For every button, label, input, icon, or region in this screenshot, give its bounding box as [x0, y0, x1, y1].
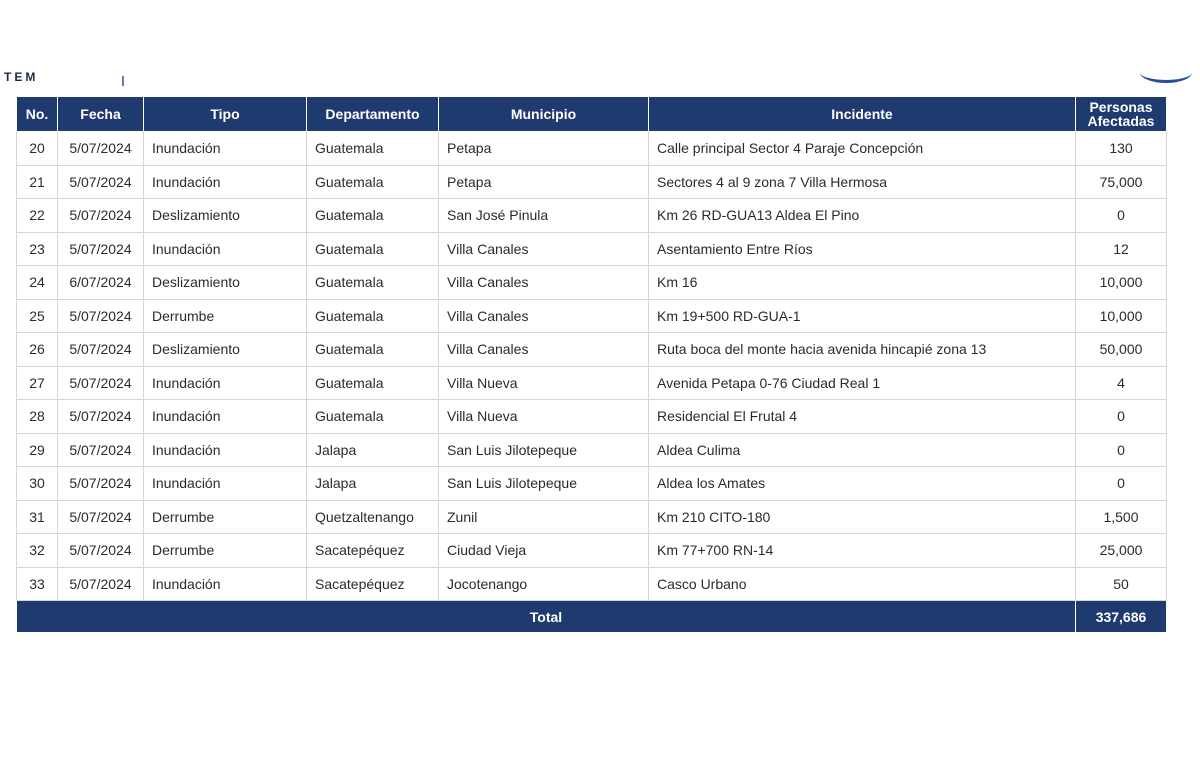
cell-tipo: Inundación [144, 165, 307, 199]
cell-no: 27 [17, 366, 58, 400]
cell-incidente: Sectores 4 al 9 zona 7 Villa Hermosa [649, 165, 1076, 199]
cell-tipo: Derrumbe [144, 299, 307, 333]
col-header-no: No. [17, 97, 58, 132]
logo-arc-fragment [1140, 62, 1192, 83]
col-header-personas [1076, 97, 1167, 132]
cell-no: 22 [17, 199, 58, 233]
table-row [17, 232, 1167, 266]
cell-fecha: 5/07/2024 [58, 165, 144, 199]
cell-no: 31 [17, 500, 58, 534]
table-row [17, 299, 1167, 333]
cell-incidente: Km 19+500 RD-GUA-1 [649, 299, 1076, 333]
col-header-personas-line2: Afectadas [1087, 113, 1155, 129]
cell-personas-afectadas: 25,000 [1076, 534, 1167, 568]
cell-tipo: Inundación [144, 400, 307, 434]
cell-no: 21 [17, 165, 58, 199]
cell-departamento: Guatemala [307, 266, 439, 300]
cell-tipo: Derrumbe [144, 500, 307, 534]
cell-personas-afectadas: 130 [1076, 132, 1167, 166]
cell-fecha: 5/07/2024 [58, 400, 144, 434]
cell-fecha: 6/07/2024 [58, 266, 144, 300]
cell-personas-afectadas: 0 [1076, 467, 1167, 501]
cell-fecha: 5/07/2024 [58, 567, 144, 601]
header-logo-fragment: TEM [4, 70, 39, 84]
col-header-personas-line1: Personas [1089, 99, 1153, 115]
cell-personas-afectadas: 10,000 [1076, 299, 1167, 333]
cell-municipio: Villa Canales [439, 266, 649, 300]
cell-tipo: Deslizamiento [144, 199, 307, 233]
cell-fecha: 5/07/2024 [58, 534, 144, 568]
cell-departamento: Jalapa [307, 433, 439, 467]
cell-municipio: Villa Nueva [439, 400, 649, 434]
cell-fecha: 5/07/2024 [58, 467, 144, 501]
table-body [17, 132, 1167, 601]
cell-tipo: Inundación [144, 132, 307, 166]
cell-municipio: San Luis Jilotepeque [439, 467, 649, 501]
cell-incidente: Aldea los Amates [649, 467, 1076, 501]
cell-incidente: Km 210 CITO-180 [649, 500, 1076, 534]
table-row [17, 534, 1167, 568]
cell-incidente: Ruta boca del monte hacia avenida hincapié zona 13 [649, 333, 1076, 367]
cell-fecha: 5/07/2024 [58, 366, 144, 400]
col-header-departamento: Departamento [307, 97, 439, 132]
cell-personas-afectadas: 50,000 [1076, 333, 1167, 367]
cell-no: 33 [17, 567, 58, 601]
cell-departamento: Guatemala [307, 366, 439, 400]
cell-fecha: 5/07/2024 [58, 232, 144, 266]
col-header-municipio: Municipio [439, 97, 649, 132]
total-row [17, 601, 1167, 633]
cell-incidente: Residencial El Frutal 4 [649, 400, 1076, 434]
cell-municipio: Jocotenango [439, 567, 649, 601]
cell-incidente: Calle principal Sector 4 Paraje Concepción [649, 132, 1076, 166]
cell-no: 26 [17, 333, 58, 367]
cell-personas-afectadas: 10,000 [1076, 266, 1167, 300]
table-row [17, 433, 1167, 467]
cell-departamento: Guatemala [307, 299, 439, 333]
cell-departamento: Quetzaltenango [307, 500, 439, 534]
total-label: Total [17, 601, 1076, 633]
cell-fecha: 5/07/2024 [58, 333, 144, 367]
header-divider [122, 76, 124, 86]
cell-tipo: Derrumbe [144, 534, 307, 568]
cell-departamento: Guatemala [307, 165, 439, 199]
cell-fecha: 5/07/2024 [58, 132, 144, 166]
cell-incidente: Asentamiento Entre Ríos [649, 232, 1076, 266]
cell-incidente: Km 16 [649, 266, 1076, 300]
cell-tipo: Deslizamiento [144, 333, 307, 367]
cell-no: 20 [17, 132, 58, 166]
cell-municipio: Villa Canales [439, 232, 649, 266]
cell-fecha: 5/07/2024 [58, 500, 144, 534]
cell-fecha: 5/07/2024 [58, 299, 144, 333]
cell-municipio: Petapa [439, 165, 649, 199]
cell-departamento: Guatemala [307, 333, 439, 367]
cell-municipio: Villa Canales [439, 299, 649, 333]
table-row [17, 366, 1167, 400]
table-row [17, 333, 1167, 367]
cell-tipo: Inundación [144, 567, 307, 601]
cell-no: 32 [17, 534, 58, 568]
cell-personas-afectadas: 0 [1076, 433, 1167, 467]
table-header-row [17, 97, 1167, 132]
cell-departamento: Guatemala [307, 232, 439, 266]
col-header-incidente: Incidente [649, 97, 1076, 132]
cell-tipo: Inundación [144, 433, 307, 467]
cell-municipio: San José Pinula [439, 199, 649, 233]
cell-personas-afectadas: 50 [1076, 567, 1167, 601]
cell-municipio: Villa Canales [439, 333, 649, 367]
cell-no: 30 [17, 467, 58, 501]
cell-personas-afectadas: 0 [1076, 199, 1167, 233]
cell-tipo: Inundación [144, 232, 307, 266]
cell-municipio: Villa Nueva [439, 366, 649, 400]
cell-departamento: Guatemala [307, 400, 439, 434]
cell-incidente: Km 77+700 RN-14 [649, 534, 1076, 568]
cell-incidente: Aldea Culima [649, 433, 1076, 467]
cell-departamento: Jalapa [307, 467, 439, 501]
table-row [17, 400, 1167, 434]
cell-tipo: Inundación [144, 467, 307, 501]
cell-no: 29 [17, 433, 58, 467]
col-header-fecha: Fecha [58, 97, 144, 132]
cell-tipo: Deslizamiento [144, 266, 307, 300]
cell-departamento: Guatemala [307, 199, 439, 233]
cell-municipio: Ciudad Vieja [439, 534, 649, 568]
table-row [17, 266, 1167, 300]
cell-tipo: Inundación [144, 366, 307, 400]
cell-fecha: 5/07/2024 [58, 199, 144, 233]
cell-municipio: Petapa [439, 132, 649, 166]
table-row [17, 500, 1167, 534]
cell-no: 24 [17, 266, 58, 300]
table-row [17, 165, 1167, 199]
cell-no: 23 [17, 232, 58, 266]
cell-personas-afectadas: 12 [1076, 232, 1167, 266]
table-row [17, 199, 1167, 233]
cell-fecha: 5/07/2024 [58, 433, 144, 467]
cell-municipio: Zunil [439, 500, 649, 534]
cell-no: 25 [17, 299, 58, 333]
cell-personas-afectadas: 1,500 [1076, 500, 1167, 534]
cell-personas-afectadas: 75,000 [1076, 165, 1167, 199]
cell-departamento: Guatemala [307, 132, 439, 166]
incidents-table [16, 96, 1167, 633]
cell-departamento: Sacatepéquez [307, 534, 439, 568]
cell-personas-afectadas: 4 [1076, 366, 1167, 400]
total-value: 337,686 [1076, 601, 1167, 633]
cell-personas-afectadas: 0 [1076, 400, 1167, 434]
table-row [17, 132, 1167, 166]
table-row [17, 467, 1167, 501]
table-row [17, 567, 1167, 601]
cell-incidente: Avenida Petapa 0-76 Ciudad Real 1 [649, 366, 1076, 400]
col-header-tipo: Tipo [144, 97, 307, 132]
cell-incidente: Casco Urbano [649, 567, 1076, 601]
cell-departamento: Sacatepéquez [307, 567, 439, 601]
cell-incidente: Km 26 RD-GUA13 Aldea El Pino [649, 199, 1076, 233]
cell-no: 28 [17, 400, 58, 434]
cell-municipio: San Luis Jilotepeque [439, 433, 649, 467]
